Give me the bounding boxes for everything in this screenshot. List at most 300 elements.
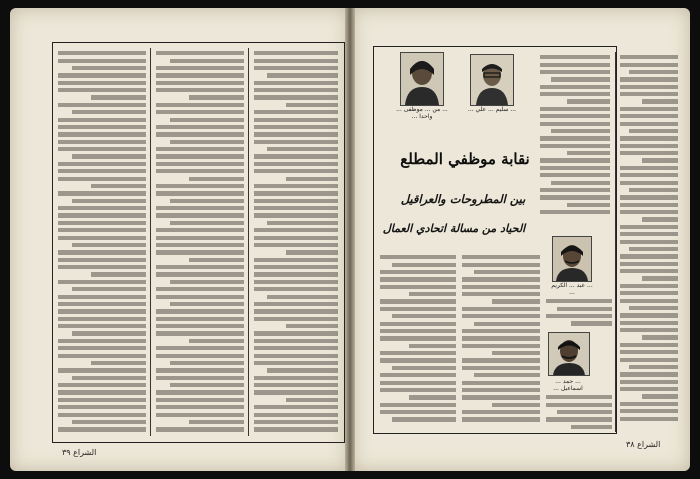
text-line	[620, 203, 678, 207]
text-line	[380, 329, 456, 333]
text-line	[551, 77, 610, 81]
text-line	[462, 358, 540, 362]
text-line	[392, 263, 456, 267]
text-line	[72, 199, 146, 203]
text-line	[540, 114, 610, 118]
right-article-column-mid	[462, 252, 540, 425]
text-line	[629, 188, 678, 192]
text-line	[267, 73, 338, 77]
text-line	[286, 177, 338, 181]
text-line	[156, 236, 244, 240]
text-line	[629, 129, 678, 133]
text-line	[380, 277, 456, 281]
text-line	[156, 427, 244, 431]
text-line	[58, 354, 146, 358]
text-line	[58, 295, 146, 299]
text-line	[254, 287, 338, 291]
text-line	[156, 413, 244, 417]
text-line	[91, 272, 146, 276]
text-line	[380, 373, 456, 377]
photo-caption-3: ... عبد ... الكريم ...	[551, 282, 593, 296]
text-line	[156, 125, 244, 129]
text-line	[620, 166, 678, 170]
text-line	[567, 151, 610, 155]
text-line	[58, 346, 146, 350]
text-line	[620, 380, 678, 384]
text-line	[156, 132, 244, 136]
text-line	[620, 262, 678, 266]
text-line	[170, 280, 244, 284]
text-line	[380, 299, 456, 303]
text-line	[156, 309, 244, 313]
text-line	[492, 351, 540, 355]
text-line	[380, 388, 456, 392]
text-line	[254, 81, 338, 85]
text-line	[156, 184, 244, 188]
text-line	[58, 236, 146, 240]
text-line	[189, 95, 244, 99]
right-article-column-small	[546, 296, 612, 326]
text-line	[156, 390, 244, 394]
text-line	[540, 92, 610, 96]
text-line	[156, 88, 244, 92]
text-line	[571, 425, 612, 429]
text-line	[540, 63, 610, 67]
text-line	[620, 328, 678, 332]
text-line	[620, 299, 678, 303]
text-line	[58, 228, 146, 232]
text-line	[156, 162, 244, 166]
text-line	[540, 195, 610, 199]
photo-caption-1: ... من ... موظفى ... واحدا ...	[396, 106, 448, 120]
text-line	[254, 191, 338, 195]
text-line	[629, 306, 678, 310]
text-line	[58, 398, 146, 402]
text-line	[254, 154, 338, 158]
text-line	[620, 284, 678, 288]
text-line	[254, 354, 338, 358]
text-line	[91, 361, 146, 365]
text-line	[254, 420, 338, 424]
text-line	[156, 368, 244, 372]
text-line	[58, 147, 146, 151]
text-line	[254, 118, 338, 122]
text-line	[409, 292, 456, 296]
text-line	[156, 169, 244, 173]
text-line	[72, 110, 146, 114]
left-text-column-3	[254, 48, 338, 435]
text-line	[492, 403, 540, 407]
text-line	[254, 346, 338, 350]
text-line	[620, 417, 678, 421]
text-line	[546, 314, 612, 318]
text-line	[380, 322, 456, 326]
text-line	[156, 287, 244, 291]
text-line	[58, 413, 146, 417]
text-line	[546, 417, 612, 421]
text-line	[58, 390, 146, 394]
text-line	[620, 225, 678, 229]
text-line	[286, 103, 338, 107]
text-line	[254, 258, 338, 262]
text-line	[254, 206, 338, 210]
text-line	[462, 395, 540, 399]
text-line	[254, 265, 338, 269]
text-line	[380, 307, 456, 311]
text-line	[620, 313, 678, 317]
text-line	[170, 140, 244, 144]
text-line	[156, 317, 244, 321]
text-line	[286, 398, 338, 402]
text-line	[156, 154, 244, 158]
text-line	[462, 410, 540, 414]
text-line	[286, 324, 338, 328]
text-line	[254, 132, 338, 136]
text-line	[254, 125, 338, 129]
text-line	[156, 250, 244, 254]
text-line	[540, 107, 610, 111]
text-line	[156, 103, 244, 107]
text-line	[642, 99, 678, 103]
text-line	[557, 307, 612, 311]
text-line	[380, 351, 456, 355]
text-line	[254, 213, 338, 217]
text-line	[58, 177, 146, 181]
text-line	[156, 346, 244, 350]
text-line	[620, 350, 678, 354]
text-line	[540, 210, 610, 214]
text-line	[557, 410, 612, 414]
text-line	[380, 270, 456, 274]
text-line	[380, 410, 456, 414]
text-line	[380, 255, 456, 259]
text-line	[189, 177, 244, 181]
text-line	[620, 387, 678, 391]
text-line	[72, 66, 146, 70]
text-line	[540, 122, 610, 126]
text-line	[380, 336, 456, 340]
text-line	[58, 221, 146, 225]
text-line	[462, 255, 540, 259]
text-line	[462, 263, 540, 267]
text-line	[254, 110, 338, 114]
text-line	[58, 206, 146, 210]
text-line	[267, 221, 338, 225]
text-line	[58, 103, 146, 107]
portrait-photo-3	[552, 236, 592, 282]
text-line	[642, 217, 678, 221]
text-line	[620, 195, 678, 199]
left-text-column-2	[156, 48, 244, 435]
text-line	[156, 295, 244, 299]
text-line	[156, 405, 244, 409]
text-line	[170, 221, 244, 225]
text-line	[642, 158, 678, 162]
text-line	[58, 317, 146, 321]
text-line	[72, 154, 146, 158]
text-line	[58, 169, 146, 173]
text-line	[620, 343, 678, 347]
text-line	[254, 331, 338, 335]
text-line	[540, 166, 610, 170]
text-line	[620, 291, 678, 295]
left-column-divider-1	[150, 48, 151, 436]
text-line	[462, 292, 540, 296]
text-line	[620, 210, 678, 214]
text-line	[620, 269, 678, 273]
text-line	[254, 243, 338, 247]
text-line	[620, 122, 678, 126]
text-line	[540, 70, 610, 74]
text-line	[620, 114, 678, 118]
text-line	[409, 395, 456, 399]
text-line	[620, 358, 678, 362]
text-line	[462, 344, 540, 348]
text-line	[254, 88, 338, 92]
text-line	[156, 331, 244, 335]
text-line	[156, 51, 244, 55]
article-headline: نقابة موظفي المطلع	[400, 150, 530, 168]
text-line	[567, 203, 610, 207]
text-line	[254, 199, 338, 203]
text-line	[58, 258, 146, 262]
text-line	[546, 403, 612, 407]
text-line	[642, 394, 678, 398]
text-line	[254, 236, 338, 240]
left-column-divider-2	[248, 48, 249, 436]
text-line	[91, 184, 146, 188]
text-line	[156, 376, 244, 380]
text-line	[380, 381, 456, 385]
text-line	[254, 59, 338, 63]
text-line	[72, 420, 146, 424]
text-line	[392, 417, 456, 421]
text-line	[254, 427, 338, 431]
text-line	[409, 344, 456, 348]
text-line	[540, 158, 610, 162]
text-line	[546, 395, 612, 399]
text-line	[156, 324, 244, 328]
text-line	[620, 85, 678, 89]
text-line	[620, 240, 678, 244]
right-upper-column	[540, 52, 610, 217]
left-text-column-1	[58, 48, 146, 435]
text-line	[58, 265, 146, 269]
portrait-photo-4	[548, 332, 590, 376]
text-line	[254, 383, 338, 387]
photo-caption-2: ... سليم ... علي ...	[467, 106, 517, 113]
text-line	[620, 151, 678, 155]
text-line	[286, 250, 338, 254]
text-line	[642, 276, 678, 280]
text-line	[58, 302, 146, 306]
right-page-number: الشراع ٣٨	[626, 440, 661, 449]
text-line	[189, 339, 244, 343]
text-line	[254, 339, 338, 343]
text-line	[72, 331, 146, 335]
text-line	[254, 184, 338, 188]
text-line	[58, 162, 146, 166]
text-line	[540, 173, 610, 177]
text-line	[170, 302, 244, 306]
text-line	[58, 191, 146, 195]
text-line	[72, 287, 146, 291]
text-line	[156, 73, 244, 77]
text-line	[156, 354, 244, 358]
text-line	[462, 314, 540, 318]
text-line	[156, 398, 244, 402]
text-line	[462, 417, 540, 421]
right-article-column-bottom	[546, 392, 612, 432]
text-line	[620, 136, 678, 140]
text-line	[254, 162, 338, 166]
text-line	[620, 55, 678, 59]
text-line	[620, 372, 678, 376]
text-line	[620, 92, 678, 96]
text-line	[380, 285, 456, 289]
text-line	[462, 381, 540, 385]
text-line	[254, 95, 338, 99]
text-line	[620, 409, 678, 413]
text-line	[156, 206, 244, 210]
text-line	[254, 302, 338, 306]
text-line	[620, 402, 678, 406]
text-line	[620, 173, 678, 177]
photo-caption-4: ... حمد ... اسماعيل ...	[553, 378, 583, 392]
text-line	[58, 309, 146, 313]
text-line	[156, 110, 244, 114]
text-line	[72, 243, 146, 247]
article-subheading-1: بين المطروحات والعراقيل	[400, 192, 526, 206]
text-line	[58, 339, 146, 343]
text-line	[474, 373, 540, 377]
text-line	[540, 188, 610, 192]
text-line	[58, 427, 146, 431]
text-line	[254, 228, 338, 232]
text-line	[620, 63, 678, 67]
text-line	[254, 376, 338, 380]
text-line	[254, 413, 338, 417]
text-line	[267, 295, 338, 299]
text-line	[254, 309, 338, 313]
text-line	[58, 280, 146, 284]
text-line	[629, 70, 678, 74]
text-line	[551, 129, 610, 133]
text-line	[462, 277, 540, 281]
text-line	[156, 213, 244, 217]
text-line	[58, 59, 146, 63]
text-line	[156, 272, 244, 276]
text-line	[156, 265, 244, 269]
text-line	[629, 365, 678, 369]
text-line	[58, 324, 146, 328]
text-line	[254, 66, 338, 70]
text-line	[72, 376, 146, 380]
text-line	[254, 317, 338, 321]
text-line	[58, 132, 146, 136]
text-line	[170, 199, 244, 203]
text-line	[267, 368, 338, 372]
text-line	[254, 280, 338, 284]
right-article-column-left	[380, 252, 456, 425]
text-line	[620, 254, 678, 258]
text-line	[254, 51, 338, 55]
text-line	[170, 361, 244, 365]
text-line	[156, 147, 244, 151]
text-line	[620, 77, 678, 81]
text-line	[254, 272, 338, 276]
page-gutter	[345, 8, 355, 471]
portrait-photo-1	[400, 52, 444, 106]
text-line	[189, 420, 244, 424]
text-line	[91, 95, 146, 99]
text-line	[620, 181, 678, 185]
text-line	[392, 314, 456, 318]
text-line	[58, 81, 146, 85]
text-line	[629, 247, 678, 251]
text-line	[58, 405, 146, 409]
text-line	[58, 383, 146, 387]
text-line	[254, 405, 338, 409]
text-line	[462, 388, 540, 392]
text-line	[58, 250, 146, 254]
text-line	[620, 107, 678, 111]
text-line	[254, 140, 338, 144]
text-line	[462, 336, 540, 340]
text-line	[170, 59, 244, 63]
text-line	[540, 136, 610, 140]
text-line	[492, 299, 540, 303]
text-line	[156, 191, 244, 195]
right-outer-column	[620, 52, 678, 424]
text-line	[156, 81, 244, 85]
text-line	[392, 366, 456, 370]
text-line	[551, 181, 610, 185]
text-line	[170, 383, 244, 387]
text-line	[58, 368, 146, 372]
text-line	[462, 285, 540, 289]
text-line	[254, 361, 338, 365]
text-line	[462, 366, 540, 370]
text-line	[58, 51, 146, 55]
portrait-photo-2	[470, 54, 514, 106]
text-line	[546, 299, 612, 303]
text-line	[156, 66, 244, 70]
text-line	[58, 73, 146, 77]
left-page-number: الشراع ٣٩	[62, 448, 97, 457]
text-line	[58, 88, 146, 92]
text-line	[620, 321, 678, 325]
text-line	[474, 270, 540, 274]
text-line	[540, 55, 610, 59]
text-line	[58, 140, 146, 144]
text-line	[620, 232, 678, 236]
text-line	[254, 169, 338, 173]
text-line	[156, 228, 244, 232]
text-line	[267, 147, 338, 151]
text-line	[571, 321, 612, 325]
text-line	[170, 118, 244, 122]
text-line	[58, 118, 146, 122]
text-line	[58, 125, 146, 129]
text-line	[156, 243, 244, 247]
text-line	[462, 307, 540, 311]
text-line	[620, 144, 678, 148]
text-line	[474, 322, 540, 326]
text-line	[380, 403, 456, 407]
text-line	[567, 99, 610, 103]
text-line	[189, 258, 244, 262]
